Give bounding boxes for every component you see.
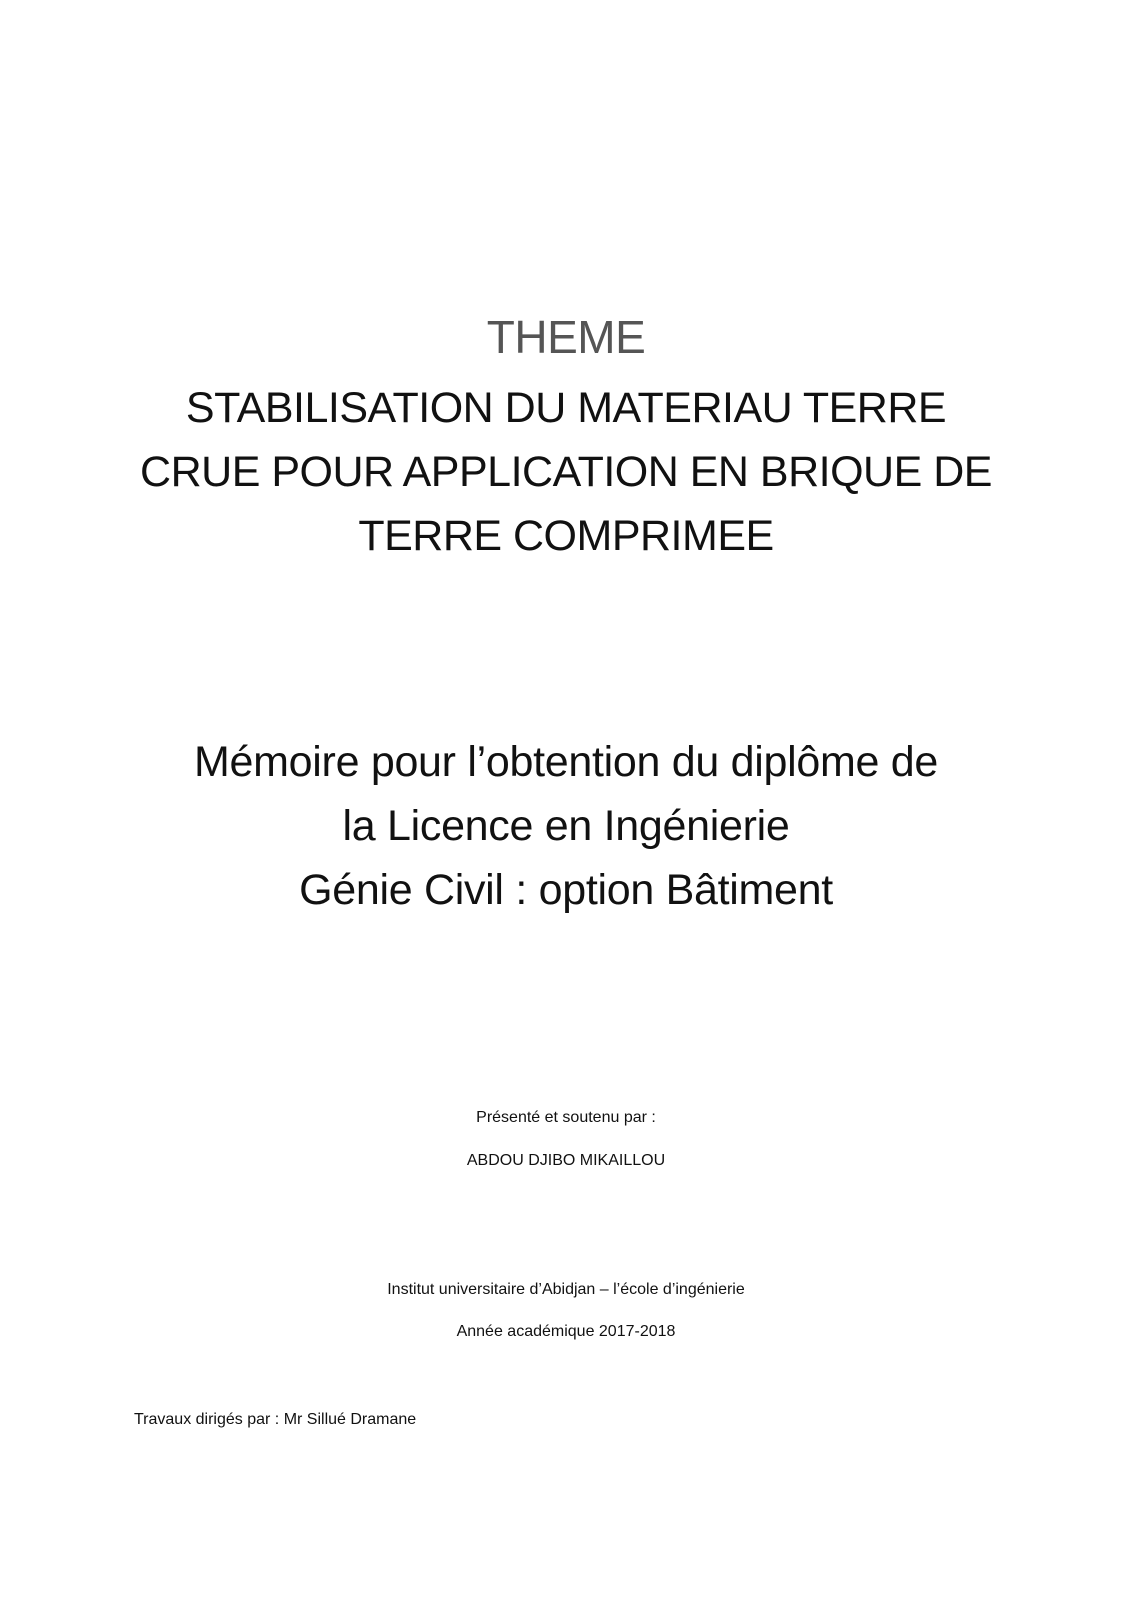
presented-by-label: Présenté et soutenu par :: [476, 1109, 656, 1126]
theme-label: THEME: [486, 311, 646, 363]
thesis-title-line: CRUE POUR APPLICATION EN BRIQUE DE: [140, 448, 992, 496]
thesis-title-line: TERRE COMPRIMEE: [358, 512, 774, 560]
thesis-title: [0, 376, 1132, 568]
academic-year: Année académique 2017-2018: [456, 1323, 676, 1340]
degree-statement-line: Génie Civil : option Bâtiment: [299, 866, 833, 914]
degree-statement-line: Mémoire pour l’obtention du diplôme de: [194, 738, 938, 786]
degree-statement-line: la Licence en Ingénierie: [342, 802, 790, 850]
supervisor-line: Travaux dirigés par : Mr Sillué Dramane: [134, 1411, 417, 1428]
institution-name: Institut universitaire d’Abidjan – l’école d’ingénierie: [387, 1281, 745, 1298]
degree-statement: [0, 730, 1132, 922]
author-name: ABDOU DJIBO MIKAILLOU: [466, 1152, 666, 1169]
thesis-title-line: STABILISATION DU MATERIAU TERRE: [185, 384, 947, 432]
